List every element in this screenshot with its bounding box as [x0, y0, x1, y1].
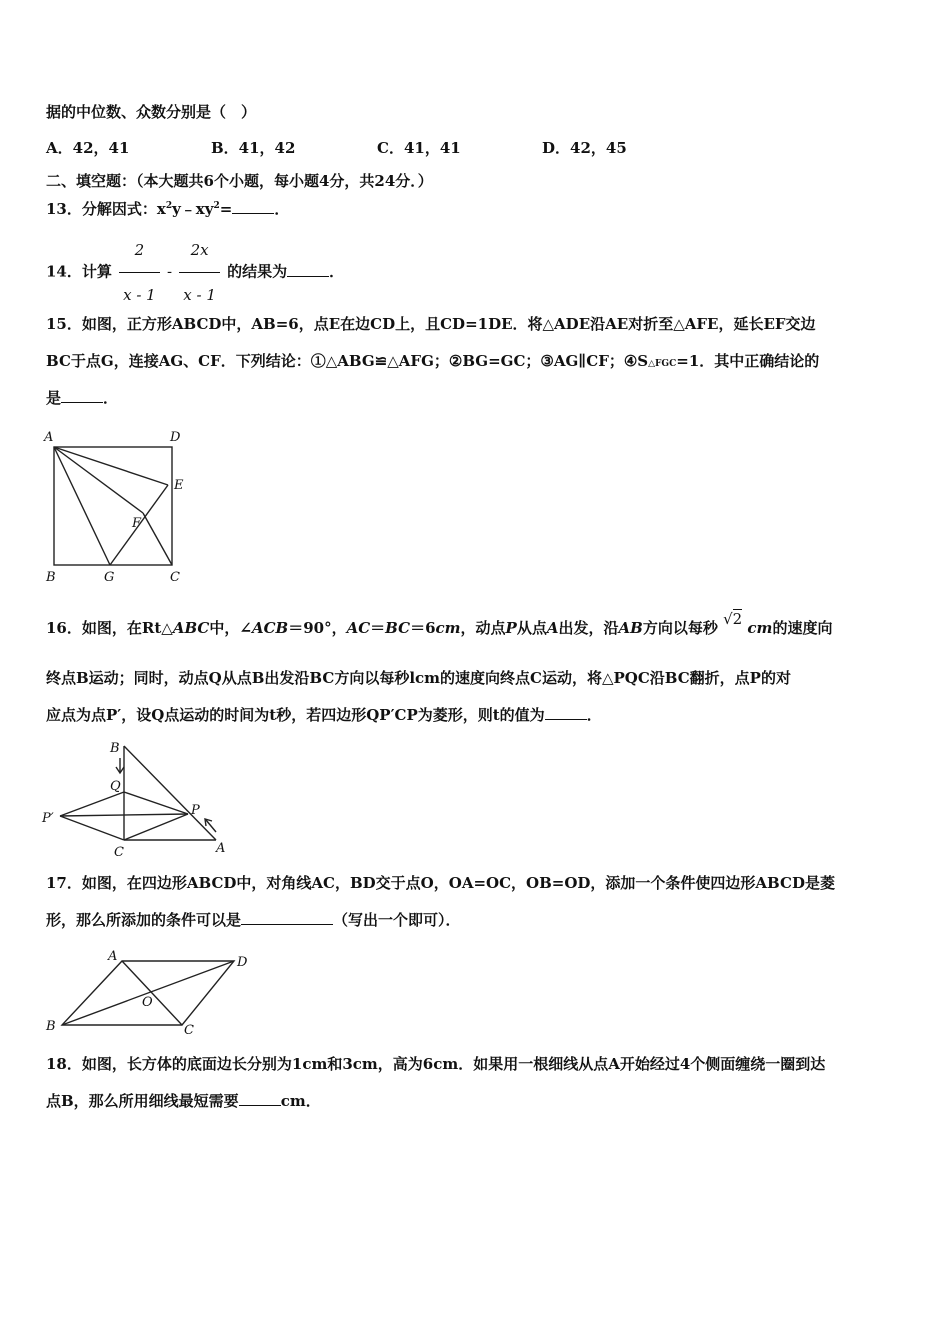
square-abcd: [54, 447, 172, 565]
question-14: 14．计算 $\frac{2}{x - 1}$ - $\frac{2x}{x - 1}$ 的结果为 ．: [46, 228, 344, 317]
label-o: O: [142, 995, 153, 1010]
figure-17-quadrilateral: [40, 946, 270, 1038]
question-15-line-3: 是 ．: [46, 389, 119, 407]
label-p: P: [191, 803, 200, 818]
answer-blank: [232, 199, 274, 214]
question-15-line-1: 15．如图，正方形ABCD中，AB=6，点E在边CD上，且CD=1DE．将△ADE沿AE对折至△AFE，延长EF交边: [46, 315, 816, 333]
question-16-line-1: 16．如图，在Rt△ABC中，∠ACB＝90°，AC＝BC＝6cm，动点P从点A出发，沿AB方向以每秒 √2 cm的速度向: [46, 610, 833, 637]
label-d: D: [170, 430, 181, 445]
question-15-line-2: BC于点G，连接AG、CF．下列结论：①△ABG≌△AFG；②BG=GC；③AG∥CF；④S△FGC=1．其中正确结论的: [46, 352, 820, 370]
question-17-line-1: 17．如图，在四边形ABCD中，对角线AC，BD交于点O，OA=OC，OB=OD，添加一个条件使四边形ABCD是菱: [46, 874, 835, 892]
segment-ae: [54, 447, 168, 485]
question-16-line-2: 终点B运动；同时，动点Q从点B出发沿BC方向以每秒lcm的速度向终点C运动，将△PQC沿BC翻折，点P的对: [46, 669, 791, 687]
segment-qpprime: [60, 792, 124, 816]
question-18-line-1: 18．如图，长方体的底面边长分别为1cm和3cm，高为6cm．如果用一根细线从点A开始经过4个侧面缠绕一圈到达: [46, 1055, 826, 1073]
diagonal-ac: [122, 961, 182, 1025]
question-13: 13．分解因式：$x^2y﹣xy^2=$ ．: [46, 200, 290, 218]
section-2-heading: 二、填空题：（本大题共6个小题，每小题4分，共24分．）: [46, 172, 433, 190]
fraction-2: $\frac{2x}{x - 1}$: [179, 228, 220, 317]
label-c: C: [184, 1023, 194, 1038]
label-a: A: [108, 949, 118, 964]
segment-qp: [124, 792, 188, 814]
q12-option-a: A．42，41: [46, 139, 130, 157]
label-p-prime: P′: [42, 811, 54, 826]
label-b: B: [110, 741, 120, 756]
fraction-1: $\frac{2}{x - 1}$: [119, 228, 160, 317]
label-b: B: [46, 570, 56, 585]
q12-option-d: D．42，45: [542, 139, 627, 157]
figure-15-square: [40, 425, 200, 587]
arrow-up-shaft: [206, 820, 216, 832]
answer-blank: [287, 262, 329, 277]
q12-stem-tail: 据的中位数、众数分别是（ ）: [46, 103, 257, 121]
label-b: B: [46, 1019, 56, 1034]
label-a: A: [216, 841, 226, 856]
segment-fc: [143, 513, 172, 565]
segment-pprimep: [60, 814, 188, 816]
answer-blank: [61, 388, 103, 403]
label-d: D: [237, 955, 248, 970]
question-17-line-2: 形，那么所添加的条件可以是 （写出一个即可）．: [46, 911, 461, 929]
answer-blank: [545, 705, 587, 720]
label-c: C: [114, 845, 124, 860]
label-e: E: [174, 478, 184, 493]
answer-blank: [241, 910, 333, 925]
label-q: Q: [110, 779, 121, 794]
question-18-line-2: 点B，那么所用细线最短需要 cm．: [46, 1092, 321, 1110]
segment-pprimec: [60, 816, 124, 840]
label-a: A: [44, 430, 54, 445]
segment-pc: [124, 814, 188, 840]
segment-ag: [54, 447, 110, 565]
q12-option-b: B．41，42: [211, 139, 296, 157]
label-f: F: [132, 516, 142, 531]
answer-blank: [239, 1091, 281, 1106]
figure-16-triangle: [40, 736, 240, 860]
label-c: C: [170, 570, 180, 585]
q12-option-c: C．41，41: [377, 139, 461, 157]
segment-af: [54, 447, 143, 513]
sqrt-two: √2: [723, 610, 743, 628]
segment-ba: [124, 746, 216, 840]
question-16-line-3: 应点为点P′，设Q点运动的时间为t秒，若四边形QP′CP为菱形，则t的值为 ．: [46, 706, 602, 724]
label-g: G: [104, 570, 115, 585]
